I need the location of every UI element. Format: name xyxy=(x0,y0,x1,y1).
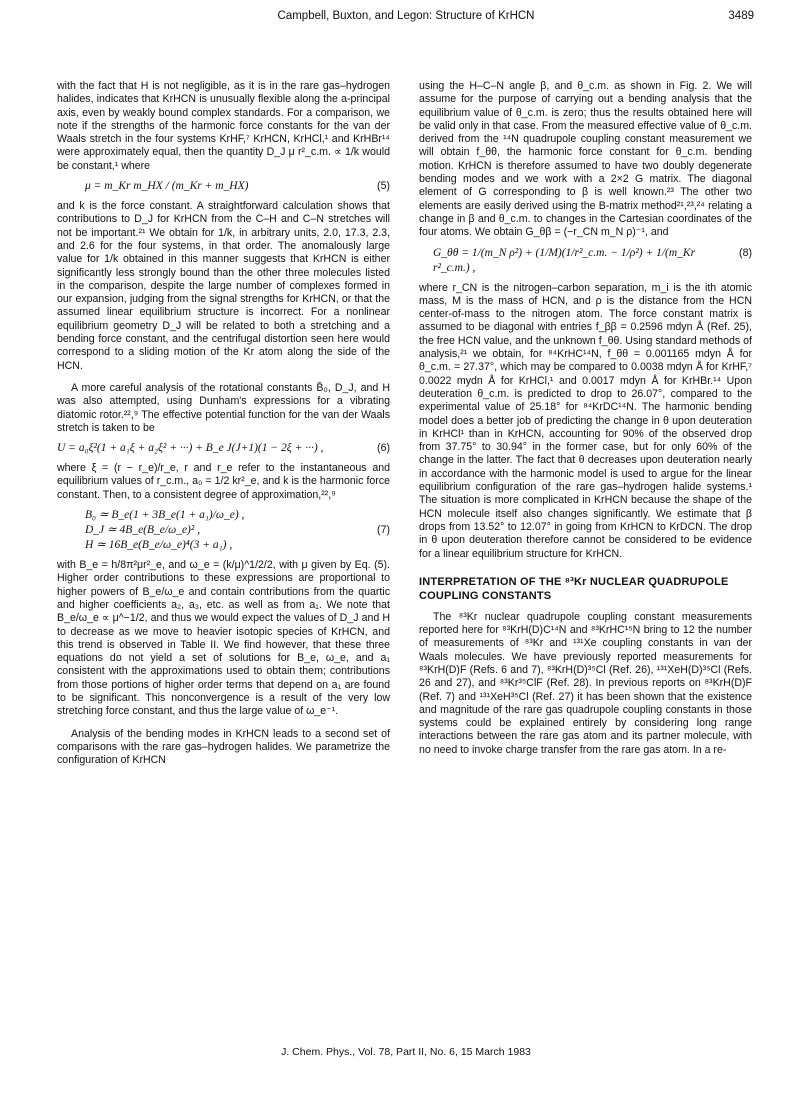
left-paragraph-3: A more careful analysis of the rotational constants B̄₀, D_J, and H was also attempted, using Dunham's expressions for a vibrating diatomic rotor.²²,⁹ The effective potential function for the van der Waals stretch is taken to be xyxy=(57,381,390,434)
page-footer: J. Chem. Phys., Vol. 78, Part II, No. 6, 15 March 1983 xyxy=(281,1046,531,1058)
right-paragraph-3: The ⁸³Kr nuclear quadrupole coupling constant measurements reported here for ⁸³KrH(D)C¹⁴N and ⁸³KrHC¹⁵N bring to 12 the number of measurements of ⁸³Kr and ¹³¹Xe coupling constants in van der Waals molecules. We have previously reported measurements for ⁸³KrH(D)F (Refs. 6 and 7), ⁸³KrH(D)³⁵Cl (Ref. 26), ¹³¹XeH(D)³⁵Cl (Refs. 26 and 27), and ⁸³Kr³⁵ClF (Ref. 28). In previous reports on ⁸³KrH(D)F (Ref. 7) and ¹³¹XeH³⁵Cl (Ref. 27) it has been shown that the existence and magnitude of the rare gas quadrupole coupling constants in those systems could be explained entirely by considering long range interactions between the rare gas atom and its partner molecule, with no need to invoke charge transfer from the rare gas atom. In a re- xyxy=(419,610,752,756)
equation-5 xyxy=(57,179,390,194)
right-paragraph-2: where r_CN is the nitrogen–carbon separation, m_i is the ith atomic mass, M is the mass of HCN, and ρ is the distance from the HCN center-of-mass to the nitrogen atom. The force constant matrix is assumed to be diagonal with entries f_ββ = 0.2596 mdyn Å (Ref. 25), the free HCN value, and the unknown f_θθ. Using standard methods of analysis,²¹ we obtain, for ⁸⁴KrHC¹⁴N, f_θθ = 0.001165 mdyn Å for θ_c.m. = 27.37°, which may be compared to 0.0038 mdyn Å for KrHF,⁷ 0.0022 mydn Å for KrHCl,¹ and 0.0017 mdyn Å for KrHBr.¹⁴ Upon deuteration θ_c.m. is predicted to drop to 26.07°, compared to the experimental value of 25.18° for ⁸⁴KrDC¹⁴N. The harmonic bending model does a better job of predicting the change in θ upon deuteration in KrHCl¹ than in KrHCN, accounting for 90% of the observed drop from 37.75° to 30.94° in the former case, but for only 60% of the change in the latter. The fact that θ decreases upon deuteration nearly in accordance with the harmonic model is used to argue for the linear equilibrium configuration of the rare gas–hydrogen halide systems.¹ The situation is more complicated in KrHCN because the shape of the HCN molecule itself also changes significantly. We estimate that β drops from 13.52° to 12.07° in going from KrHCN to KrDCN. The drop in θ upon deuteration therefore cannot be considered to be evidence for a linear equilibrium structure for KrHCN. xyxy=(419,281,752,560)
equation-8 xyxy=(419,246,752,276)
equation-5-body: μ = m_Kr m_HX / (m_Kr + m_HX) xyxy=(85,180,249,193)
equation-6 xyxy=(57,441,390,456)
equation-8-body: G_θθ = 1/(m_N ρ²) + (1/M)(1/r²_c.m. − 1/ρ²) + 1/(m_Kr r²_c.m.) , xyxy=(433,246,696,274)
page-header xyxy=(0,6,812,26)
equation-7a: B₀ ≃ B_e(1 + 3B_e(1 + a₁)/ω_e) , xyxy=(85,509,245,522)
right-column xyxy=(419,80,752,757)
section-heading: INTERPRETATION OF THE ⁸³Kr NUCLEAR QUADRUPOLE COUPLING CONSTANTS xyxy=(419,575,729,602)
equation-7c: H ≃ 16B_e(B_e/ω_e)⁴(3 + a₁) , xyxy=(85,539,233,552)
left-paragraph-5: with B_e = h/8π²μr²_e, and ω_e = (k/μ)^1/2/2, with μ given by Eq. (5). Higher order contributions to these expressions are proportional to higher powers of B_e/ω_e and contain contributions from the quartic and higher coefficients a₂, a₃, etc. as well as from a₁. We note that B_e/ω_e ∝ μ^−1/2, and thus we would expect the values of D_J and H to decrease as we move to heavier isotopic species of KrHCN, and this trend is observed in Table II. We find however, that these three equations do not yield a set of solutions for B_e, ω_e, and a₁ consistent with the approximations used to obtain them; contributions from those portions of higher order terms that depend on a₁ are found to be significant. This nonconvergence is a result of the very low stretching force constant, and thus the large value of ω_e⁻¹. xyxy=(57,559,390,718)
page-number: 3489 xyxy=(728,10,754,22)
right-paragraph-1: using the H–C–N angle β, and θ_c.m. as shown in Fig. 2. We will assume for the purpose of carrying out a bending analysis that the equilibrium value of θ_c.m. is zero; thus the results obtained here will be valid only in that case. From the measured effective value of θ_c.m. derived from the ¹⁴N quadrupole coupling constant measurement we will obtain f_θθ, the harmonic force constant for θ_c.m. bending motion. KrHCN is therefore assumed to have two doubly degenerate bending modes and we work with a 2×2 G matrix. The diagonal element of G corresponding to β is well known.²³ The other two elements are easily derived using the B-matrix method²¹,²³,²⁴ relating a change in β and θ_c.m. to changes in the Cartesian coordinates of the four atoms. We obtain G_θβ = (−r_CN m_N ρ)⁻¹, and xyxy=(419,80,752,239)
left-paragraph-6: Analysis of the bending modes in KrHCN leads to a second set of comparisons with the rare gas–hydrogen halides. We parametrize the configuration of KrHCN xyxy=(57,727,390,767)
left-paragraph-2: and k is the force constant. A straightforward calculation shows that contributions to D_J for KrHCN from the C–H and C–N stretches will not be important.²¹ We obtain for 1/k, in arbitrary units, 2.0, 17.3, 2.3, and 2.6 for the four systems, in that order. The anomalously large value for 1/k obtained in this manner suggests that KrHCN is either significantly less strongly bound than the other three molecules listed in the comparison, despite the large number of complexes formed in our expansion, judging from the signal strengths for KrHCN, or that the assumed linear equilibrium structure is incorrect. For a nonlinear equilibrium geometry D_J will be related to both a stretching and a bending force constant, and the centrifugal distortion seen here would correspond to a sliding motion of the Kr atom along the side of the HCN. xyxy=(57,200,390,372)
equation-7-number: (7) xyxy=(377,524,390,537)
equation-7 xyxy=(57,508,390,553)
running-title: Campbell, Buxton, and Legon: Structure of KrHCN xyxy=(277,10,535,22)
equation-6-number: (6) xyxy=(377,442,390,455)
equation-7b: D_J ≃ 4B_e(B_e/ω_e)² , xyxy=(85,524,201,537)
equation-8-number: (8) xyxy=(739,246,752,259)
equation-6-body: U = a₀ξ²(1 + a₁ξ + a₂ξ² + ···) + B_e J(J+1)(1 − 2ξ + ···) , xyxy=(57,442,324,455)
equation-5-number: (5) xyxy=(377,180,390,193)
left-column xyxy=(57,80,390,767)
left-paragraph-1: with the fact that H is not negligible, as it is in the rare gas–hydrogen halides, indicates that KrHCN is unusually flexible along the a-principal axis, even by weakly bound complex standards. For a comparison, we note if the strengths of the harmonic force constants for the van der Waals stretch in the four systems KrHF,⁷ KrHCN, KrHCl,¹ and KrHBr¹⁴ were approximately equal, then the quantity D_J μ r²_c.m. ∝ 1/k would be constant,¹ where xyxy=(57,80,390,172)
left-paragraph-4: where ξ = (r − r_e)/r_e, r and r_e refer to the instantaneous and equilibrium values of r_c.m., a₀ = 1/2 kr²_e, and k is the harmonic force constant. Then, to a consistent degree of approximation,²²,⁹ xyxy=(57,462,390,501)
